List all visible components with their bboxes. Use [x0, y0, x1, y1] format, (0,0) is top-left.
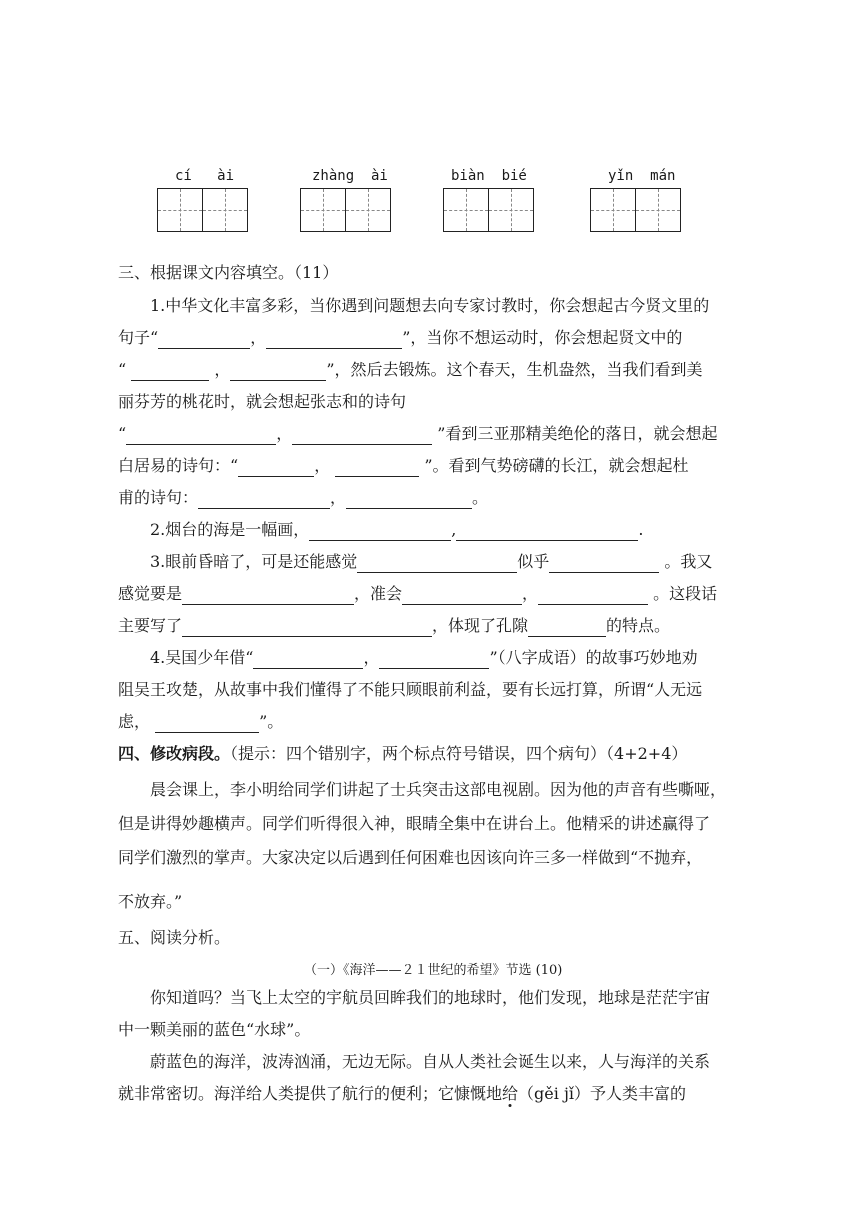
q1-line3: [118, 359, 703, 381]
fill-blank[interactable]: [549, 554, 659, 573]
text: 2.烟台的海是一幅画，: [150, 520, 310, 539]
text: 句子“: [118, 328, 159, 347]
writing-cell[interactable]: [202, 188, 248, 232]
q1-line6: [118, 455, 689, 477]
writing-cell[interactable]: [300, 188, 346, 232]
text: ，: [314, 456, 336, 475]
fill-blank[interactable]: [402, 586, 522, 605]
paragraph-line: 不放弃。”: [118, 892, 183, 911]
q1-line2: [118, 327, 682, 349]
text: （gěi jǐ）予人类丰富的: [518, 1084, 687, 1103]
q3-line3: [118, 615, 670, 637]
text: ，: [363, 648, 380, 667]
q4-line3: [118, 711, 283, 733]
reading-line: 蔚蓝色的海洋，波涛汹涌，无边无际。自从人类社会诞生以来，人与海洋的关系: [150, 1052, 711, 1071]
reading-line: 你知道吗？当飞上太空的宇航员回眸我们的地球时，他们发现，地球是茫茫宇宙: [150, 988, 711, 1007]
section4-heading: [118, 743, 687, 765]
text: ”，当你不想运动时，你会想起贤文中的: [402, 328, 683, 347]
fill-blank[interactable]: [538, 586, 648, 605]
text: 虑，: [118, 712, 156, 731]
text: ，: [276, 424, 293, 443]
writing-cell[interactable]: [590, 188, 636, 232]
q1-line7: [118, 487, 488, 509]
text: .: [638, 520, 644, 539]
text: ”。: [259, 712, 284, 731]
pinyin-grid-1: [157, 168, 247, 232]
text: ”看到三亚那精美绝伦的落日，就会想起: [432, 424, 718, 443]
text: 似乎: [517, 552, 550, 571]
text: “: [118, 424, 127, 443]
text: ，: [250, 328, 267, 347]
text: 主要写了: [118, 616, 183, 635]
q4-line2: 阻吴王攻楚，从故事中我们懂得了不能只顾眼前利益，要有长远打算，所谓“人无远: [118, 680, 703, 699]
text: 感觉要是: [118, 584, 183, 603]
fill-blank[interactable]: [182, 618, 432, 637]
pinyin-label: cí ài: [175, 168, 235, 184]
section5-title: 五、阅读分析。: [118, 928, 231, 947]
fill-blank[interactable]: [238, 458, 314, 477]
fill-blank[interactable]: [292, 426, 432, 445]
section4-title: 四、修改病段。: [118, 744, 231, 763]
fill-blank[interactable]: [309, 522, 451, 541]
reading-subtitle: （一）《海洋——２１世纪的希望》节选 (10): [304, 963, 563, 978]
reading-line: 中一颗美丽的蓝色“水球”。: [118, 1020, 311, 1039]
text: ，: [330, 488, 347, 507]
writing-cell[interactable]: [157, 188, 203, 232]
writing-cell[interactable]: [488, 188, 534, 232]
fill-blank[interactable]: [230, 362, 326, 381]
text: ，: [522, 584, 539, 603]
fill-blank[interactable]: [346, 490, 472, 509]
fill-blank[interactable]: [126, 426, 276, 445]
writing-cell[interactable]: [443, 188, 489, 232]
paragraph-line: 同学们激烈的掌声。大家决定以后遇到任何困难也因该向许三多一样做到“不抛弃，: [118, 848, 703, 867]
fill-blank[interactable]: [155, 714, 259, 733]
text: 。这段话: [648, 584, 718, 603]
text: 。我又: [659, 552, 713, 571]
reading-line: [118, 1083, 686, 1105]
text: ”（八字成语）的故事巧妙地劝: [489, 648, 698, 667]
text: ，: [209, 360, 231, 379]
text: 的特点。: [606, 616, 671, 635]
q3-line1: [150, 551, 712, 573]
text: 白居易的诗句：“: [118, 456, 239, 475]
fill-blank[interactable]: [335, 458, 419, 477]
text: ”。看到气势磅礴的长江，就会想起杜: [419, 456, 689, 475]
pinyin-grid-2: [300, 168, 390, 232]
q2-line: [150, 519, 643, 541]
text: 4.吴国少年借“: [150, 648, 254, 667]
writing-cell[interactable]: [345, 188, 391, 232]
pinyin-label: zhàng ài: [312, 168, 388, 184]
fill-blank[interactable]: [158, 330, 250, 349]
fill-blank[interactable]: [357, 554, 517, 573]
text: “: [118, 360, 132, 379]
fill-blank[interactable]: [182, 586, 354, 605]
fill-blank[interactable]: [528, 618, 606, 637]
text: 就非常密切。海洋给人类提供了航行的便利；它慷慨地: [118, 1084, 503, 1103]
fill-blank[interactable]: [198, 490, 330, 509]
section4-note: （提示：四个错别字，两个标点符号错误，四个病句）（4+2+4）: [230, 744, 688, 763]
section3-title: 三、根据课文内容填空。（11）: [118, 263, 339, 282]
fill-blank[interactable]: [253, 650, 363, 669]
paragraph-line: 晨会课上，李小明给同学们讲起了士兵突击这部电视剧。因为他的声音有些嘶哑，: [150, 780, 727, 799]
fill-blank[interactable]: [131, 362, 209, 381]
text: 甫的诗句：: [118, 488, 199, 507]
fill-blank[interactable]: [266, 330, 402, 349]
q1-line4: 丽芬芳的桃花时，就会想起张志和的诗句: [118, 392, 407, 411]
fill-blank[interactable]: [456, 522, 638, 541]
dotted-char: 给: [502, 1084, 519, 1103]
text: ，体现了孔隙: [432, 616, 529, 635]
pinyin-grid-4: [590, 168, 680, 232]
text: ”，然后去锻炼。这个春天，生机盎然，当我们看到美: [326, 360, 703, 379]
q4-line1: [150, 647, 698, 669]
paragraph-line: 但是讲得妙趣横声。同学们听得很入神，眼睛全集中在讲台上。他精采的讲述赢得了: [118, 814, 711, 833]
writing-cell[interactable]: [635, 188, 681, 232]
q1-line1: 1.中华文化丰富多彩，当你遇到问题想去向专家讨教时，你会想起古今贤文里的: [150, 296, 710, 315]
pinyin-label: biàn bié: [451, 168, 527, 184]
text: 3.眼前昏暗了，可是还能感觉: [150, 552, 358, 571]
q3-line2: [118, 583, 717, 605]
pinyin-label: yǐn mán: [608, 168, 676, 184]
text: ，准会: [354, 584, 403, 603]
text: ,: [451, 520, 457, 539]
q1-line5: [118, 423, 717, 445]
text: 。: [472, 488, 489, 507]
fill-blank[interactable]: [379, 650, 489, 669]
pinyin-grid-3: [443, 168, 533, 232]
